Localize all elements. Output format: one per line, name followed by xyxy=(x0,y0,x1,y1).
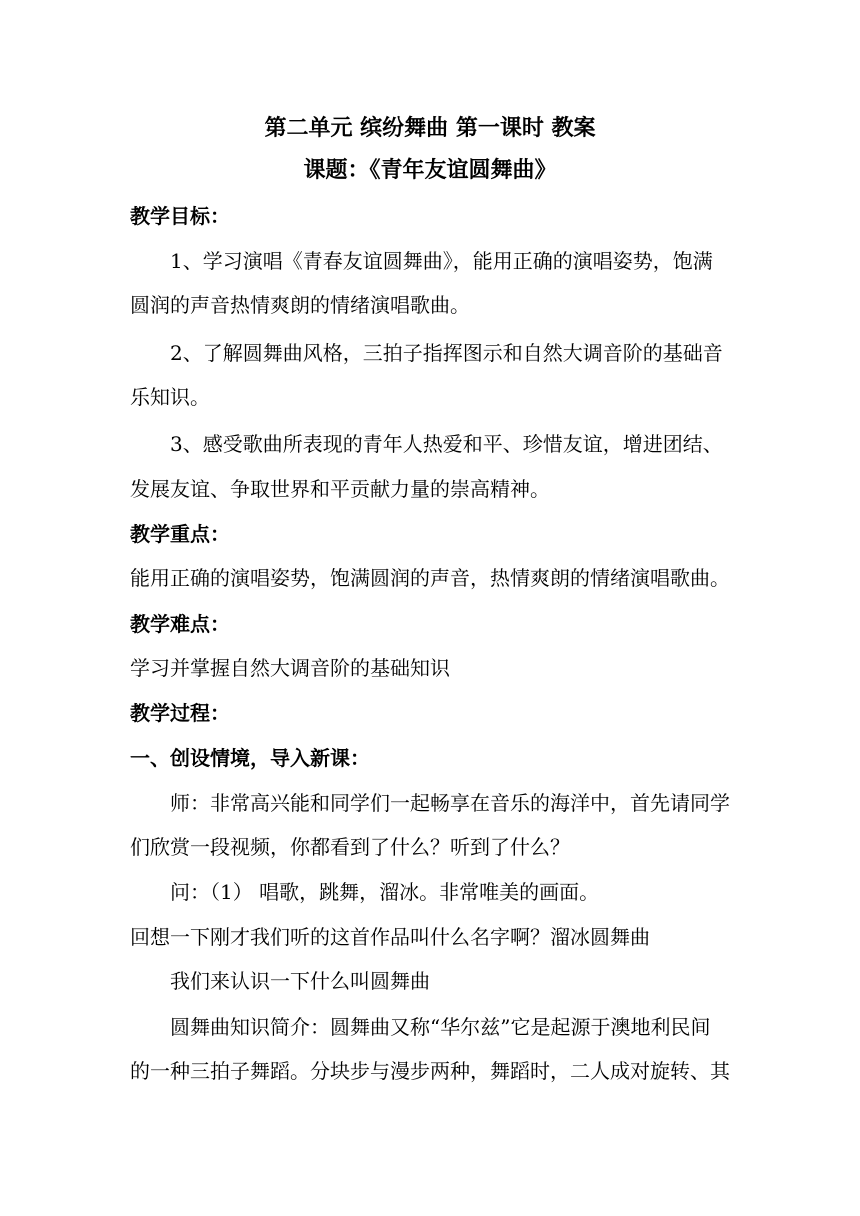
goal-1-line-2: 圆润的声音热情爽朗的情绪演唱歌曲。 xyxy=(130,293,470,317)
difficulty-heading: 教学难点： xyxy=(130,612,230,636)
paragraph-5-line-2: 的一种三拍子舞蹈。分块步与漫步两种，舞蹈时，二人成对旋转、其 xyxy=(130,1059,730,1083)
goal-1-line-1: 1、学习演唱《青春友谊圆舞曲》，能用正确的演唱姿势，饱满 xyxy=(170,249,713,273)
paragraph-1-line-1: 师：非常高兴能和同学们一起畅享在音乐的海洋中，首先请同学 xyxy=(170,791,730,815)
paragraph-3: 回想一下刚才我们听的这首作品叫什么名字啊？溜冰圆舞曲 xyxy=(130,925,650,949)
difficulty-text: 学习并掌握自然大调音阶的基础知识 xyxy=(130,656,450,680)
goal-3-line-1: 3、感受歌曲所表现的青年人热爱和平、珍惜友谊，增进团结、 xyxy=(170,432,723,456)
process-heading: 教学过程： xyxy=(130,701,230,725)
paragraph-1-line-2: 们欣赏一段视频，你都看到了什么？听到了什么？ xyxy=(130,835,570,859)
goal-2-line-2: 乐知识。 xyxy=(130,385,210,409)
goals-heading: 教学目标： xyxy=(130,204,230,228)
key-points-heading: 教学重点： xyxy=(130,522,230,546)
paragraph-4: 我们来认识一下什么叫圆舞曲 xyxy=(170,969,430,993)
goal-3-line-2: 发展友谊、争取世界和平贡献力量的崇高精神。 xyxy=(130,477,550,501)
lesson-subject: 课题：《青年友谊圆舞曲》 xyxy=(303,158,557,183)
paragraph-2: 问：（1） 唱歌，跳舞，溜冰。非常唯美的画面。 xyxy=(170,880,600,904)
goal-2-line-1: 2、了解圆舞曲风格，三拍子指挥图示和自然大调音阶的基础音 xyxy=(170,341,723,365)
section-1-heading: 一、创设情境，导入新课： xyxy=(130,746,370,770)
key-points-text: 能用正确的演唱姿势，饱满圆润的声音，热情爽朗的情绪演唱歌曲。 xyxy=(130,566,730,590)
paragraph-5-line-1: 圆舞曲知识简介：圆舞曲又称“华尔兹”它是起源于澳地利民间 xyxy=(170,1015,711,1039)
document-title: 第二单元 缤纷舞曲 第一课时 教案 xyxy=(264,116,596,141)
